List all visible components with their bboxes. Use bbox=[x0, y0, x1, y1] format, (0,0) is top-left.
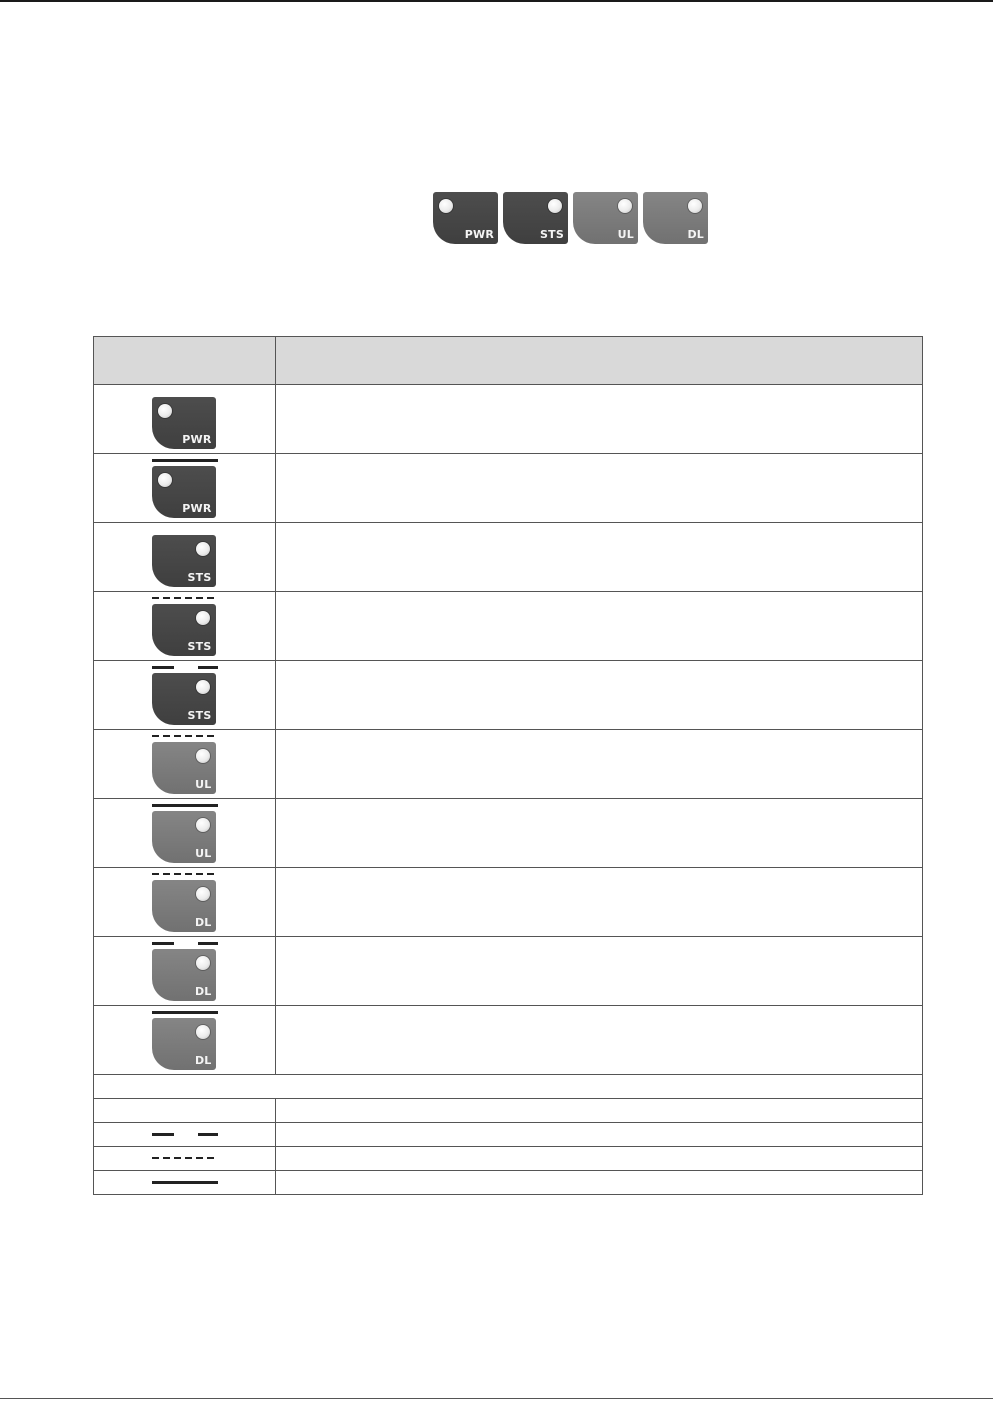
row-dl-led-icon bbox=[152, 949, 216, 1001]
indicator-cell bbox=[94, 730, 276, 799]
table-header-row bbox=[94, 337, 923, 385]
row-ul-led-icon bbox=[152, 811, 216, 863]
row-pwr-led-icon bbox=[152, 397, 216, 449]
led-panel bbox=[433, 192, 708, 244]
legend-description-cell bbox=[276, 1171, 923, 1195]
row-sts-led-icon bbox=[152, 604, 216, 656]
legend-row bbox=[94, 1123, 923, 1147]
legend-description-cell bbox=[276, 1099, 923, 1123]
legend-row bbox=[94, 1147, 923, 1171]
table-row bbox=[94, 730, 923, 799]
solid-blink-indicator-icon bbox=[152, 1011, 218, 1014]
led-light-icon bbox=[158, 404, 172, 418]
led-light-icon bbox=[688, 199, 702, 213]
indicator-cell bbox=[94, 592, 276, 661]
indicator-cell bbox=[94, 661, 276, 730]
row-pwr-led-icon bbox=[152, 466, 216, 518]
led-icon-wrap bbox=[152, 804, 218, 863]
description-cell bbox=[276, 868, 923, 937]
legend-row bbox=[94, 1171, 923, 1195]
led-status-table bbox=[93, 336, 923, 1195]
led-icon-wrap bbox=[152, 528, 218, 587]
led-light-icon bbox=[196, 1025, 210, 1039]
description-cell bbox=[276, 937, 923, 1006]
table-row bbox=[94, 1006, 923, 1075]
led-light-icon bbox=[196, 680, 210, 694]
indicator-cell bbox=[94, 1006, 276, 1075]
table-row bbox=[94, 868, 923, 937]
led-label: DL bbox=[194, 984, 212, 998]
led-label: UL bbox=[617, 228, 634, 241]
bottom-rule bbox=[0, 1398, 993, 1399]
led-label: STS bbox=[540, 228, 564, 241]
indicator-cell bbox=[94, 937, 276, 1006]
led-label: PWR bbox=[182, 432, 212, 446]
table-row bbox=[94, 592, 923, 661]
led-label: PWR bbox=[464, 228, 494, 241]
dashed-blink-indicator-icon bbox=[152, 873, 218, 875]
led-light-icon bbox=[618, 199, 632, 213]
led-icon-wrap bbox=[152, 1011, 218, 1070]
led-light-icon bbox=[158, 473, 172, 487]
table-row bbox=[94, 523, 923, 592]
dashed-blink-indicator-icon bbox=[152, 597, 218, 599]
led-icon-wrap bbox=[152, 597, 218, 656]
led-icon-wrap bbox=[152, 390, 218, 449]
description-cell bbox=[276, 799, 923, 868]
led-icon-wrap bbox=[152, 942, 218, 1001]
led-light-icon bbox=[196, 749, 210, 763]
led-icon-wrap bbox=[152, 873, 218, 932]
table-row bbox=[94, 937, 923, 1006]
legend-description-cell bbox=[276, 1147, 923, 1171]
indicator-cell bbox=[94, 385, 276, 454]
legend-description-cell bbox=[276, 1123, 923, 1147]
led-icon-wrap bbox=[152, 735, 218, 794]
row-sts-led-icon bbox=[152, 535, 216, 587]
header-cell-indicator bbox=[94, 337, 276, 385]
header-cell-description bbox=[276, 337, 923, 385]
led-label: PWR bbox=[182, 501, 212, 515]
row-sts-led-icon bbox=[152, 673, 216, 725]
panel-dl-led-icon bbox=[643, 192, 708, 244]
legend-indicator-cell bbox=[94, 1171, 276, 1195]
slow-blink-indicator-icon bbox=[152, 1133, 218, 1136]
led-label: UL bbox=[195, 777, 212, 791]
led-label: STS bbox=[187, 639, 212, 653]
dashed-blink-indicator-icon bbox=[152, 735, 218, 737]
description-cell bbox=[276, 661, 923, 730]
legend-indicator-cell bbox=[94, 1123, 276, 1147]
solid-blink-indicator-icon bbox=[152, 804, 218, 807]
indicator-cell bbox=[94, 799, 276, 868]
led-label: STS bbox=[187, 570, 212, 584]
led-light-icon bbox=[196, 818, 210, 832]
panel-sts-led-icon bbox=[503, 192, 568, 244]
led-icon-wrap bbox=[152, 459, 218, 518]
legend-indicator-box bbox=[152, 1133, 218, 1137]
indicator-cell bbox=[94, 868, 276, 937]
led-label: DL bbox=[687, 228, 704, 241]
led-icon-wrap bbox=[152, 666, 218, 725]
indicator-cell bbox=[94, 523, 276, 592]
description-cell bbox=[276, 454, 923, 523]
led-light-icon bbox=[196, 542, 210, 556]
led-light-icon bbox=[196, 887, 210, 901]
panel-pwr-led-icon bbox=[433, 192, 498, 244]
table-row bbox=[94, 385, 923, 454]
led-light-icon bbox=[196, 956, 210, 970]
table-row bbox=[94, 661, 923, 730]
legend-indicator-box bbox=[152, 1181, 218, 1185]
legend-indicator-box bbox=[152, 1157, 218, 1161]
row-dl-led-icon bbox=[152, 1018, 216, 1070]
description-cell bbox=[276, 1006, 923, 1075]
led-label: UL bbox=[195, 846, 212, 860]
solid-blink-indicator-icon bbox=[152, 459, 218, 462]
description-cell bbox=[276, 592, 923, 661]
legend-indicator-cell bbox=[94, 1147, 276, 1171]
slow-blink-indicator-icon bbox=[152, 942, 218, 945]
indicator-cell bbox=[94, 454, 276, 523]
panel-ul-led-icon bbox=[573, 192, 638, 244]
row-ul-led-icon bbox=[152, 742, 216, 794]
top-rule bbox=[0, 0, 993, 2]
led-light-icon bbox=[196, 611, 210, 625]
description-cell bbox=[276, 523, 923, 592]
led-label: DL bbox=[194, 915, 212, 929]
table-row bbox=[94, 799, 923, 868]
row-dl-led-icon bbox=[152, 880, 216, 932]
description-cell bbox=[276, 385, 923, 454]
led-light-icon bbox=[439, 199, 453, 213]
solid-blink-indicator-icon bbox=[152, 1181, 218, 1184]
legend-indicator-box bbox=[152, 1109, 218, 1113]
led-light-icon bbox=[548, 199, 562, 213]
legend-title-row bbox=[94, 1075, 923, 1099]
table-row bbox=[94, 454, 923, 523]
dashed-blink-indicator-icon bbox=[152, 1157, 218, 1159]
description-cell bbox=[276, 730, 923, 799]
led-label: STS bbox=[187, 708, 212, 722]
led-label: DL bbox=[194, 1053, 212, 1067]
slow-blink-indicator-icon bbox=[152, 666, 218, 669]
legend-indicator-cell bbox=[94, 1099, 276, 1123]
legend-row bbox=[94, 1099, 923, 1123]
legend-title bbox=[94, 1075, 923, 1099]
